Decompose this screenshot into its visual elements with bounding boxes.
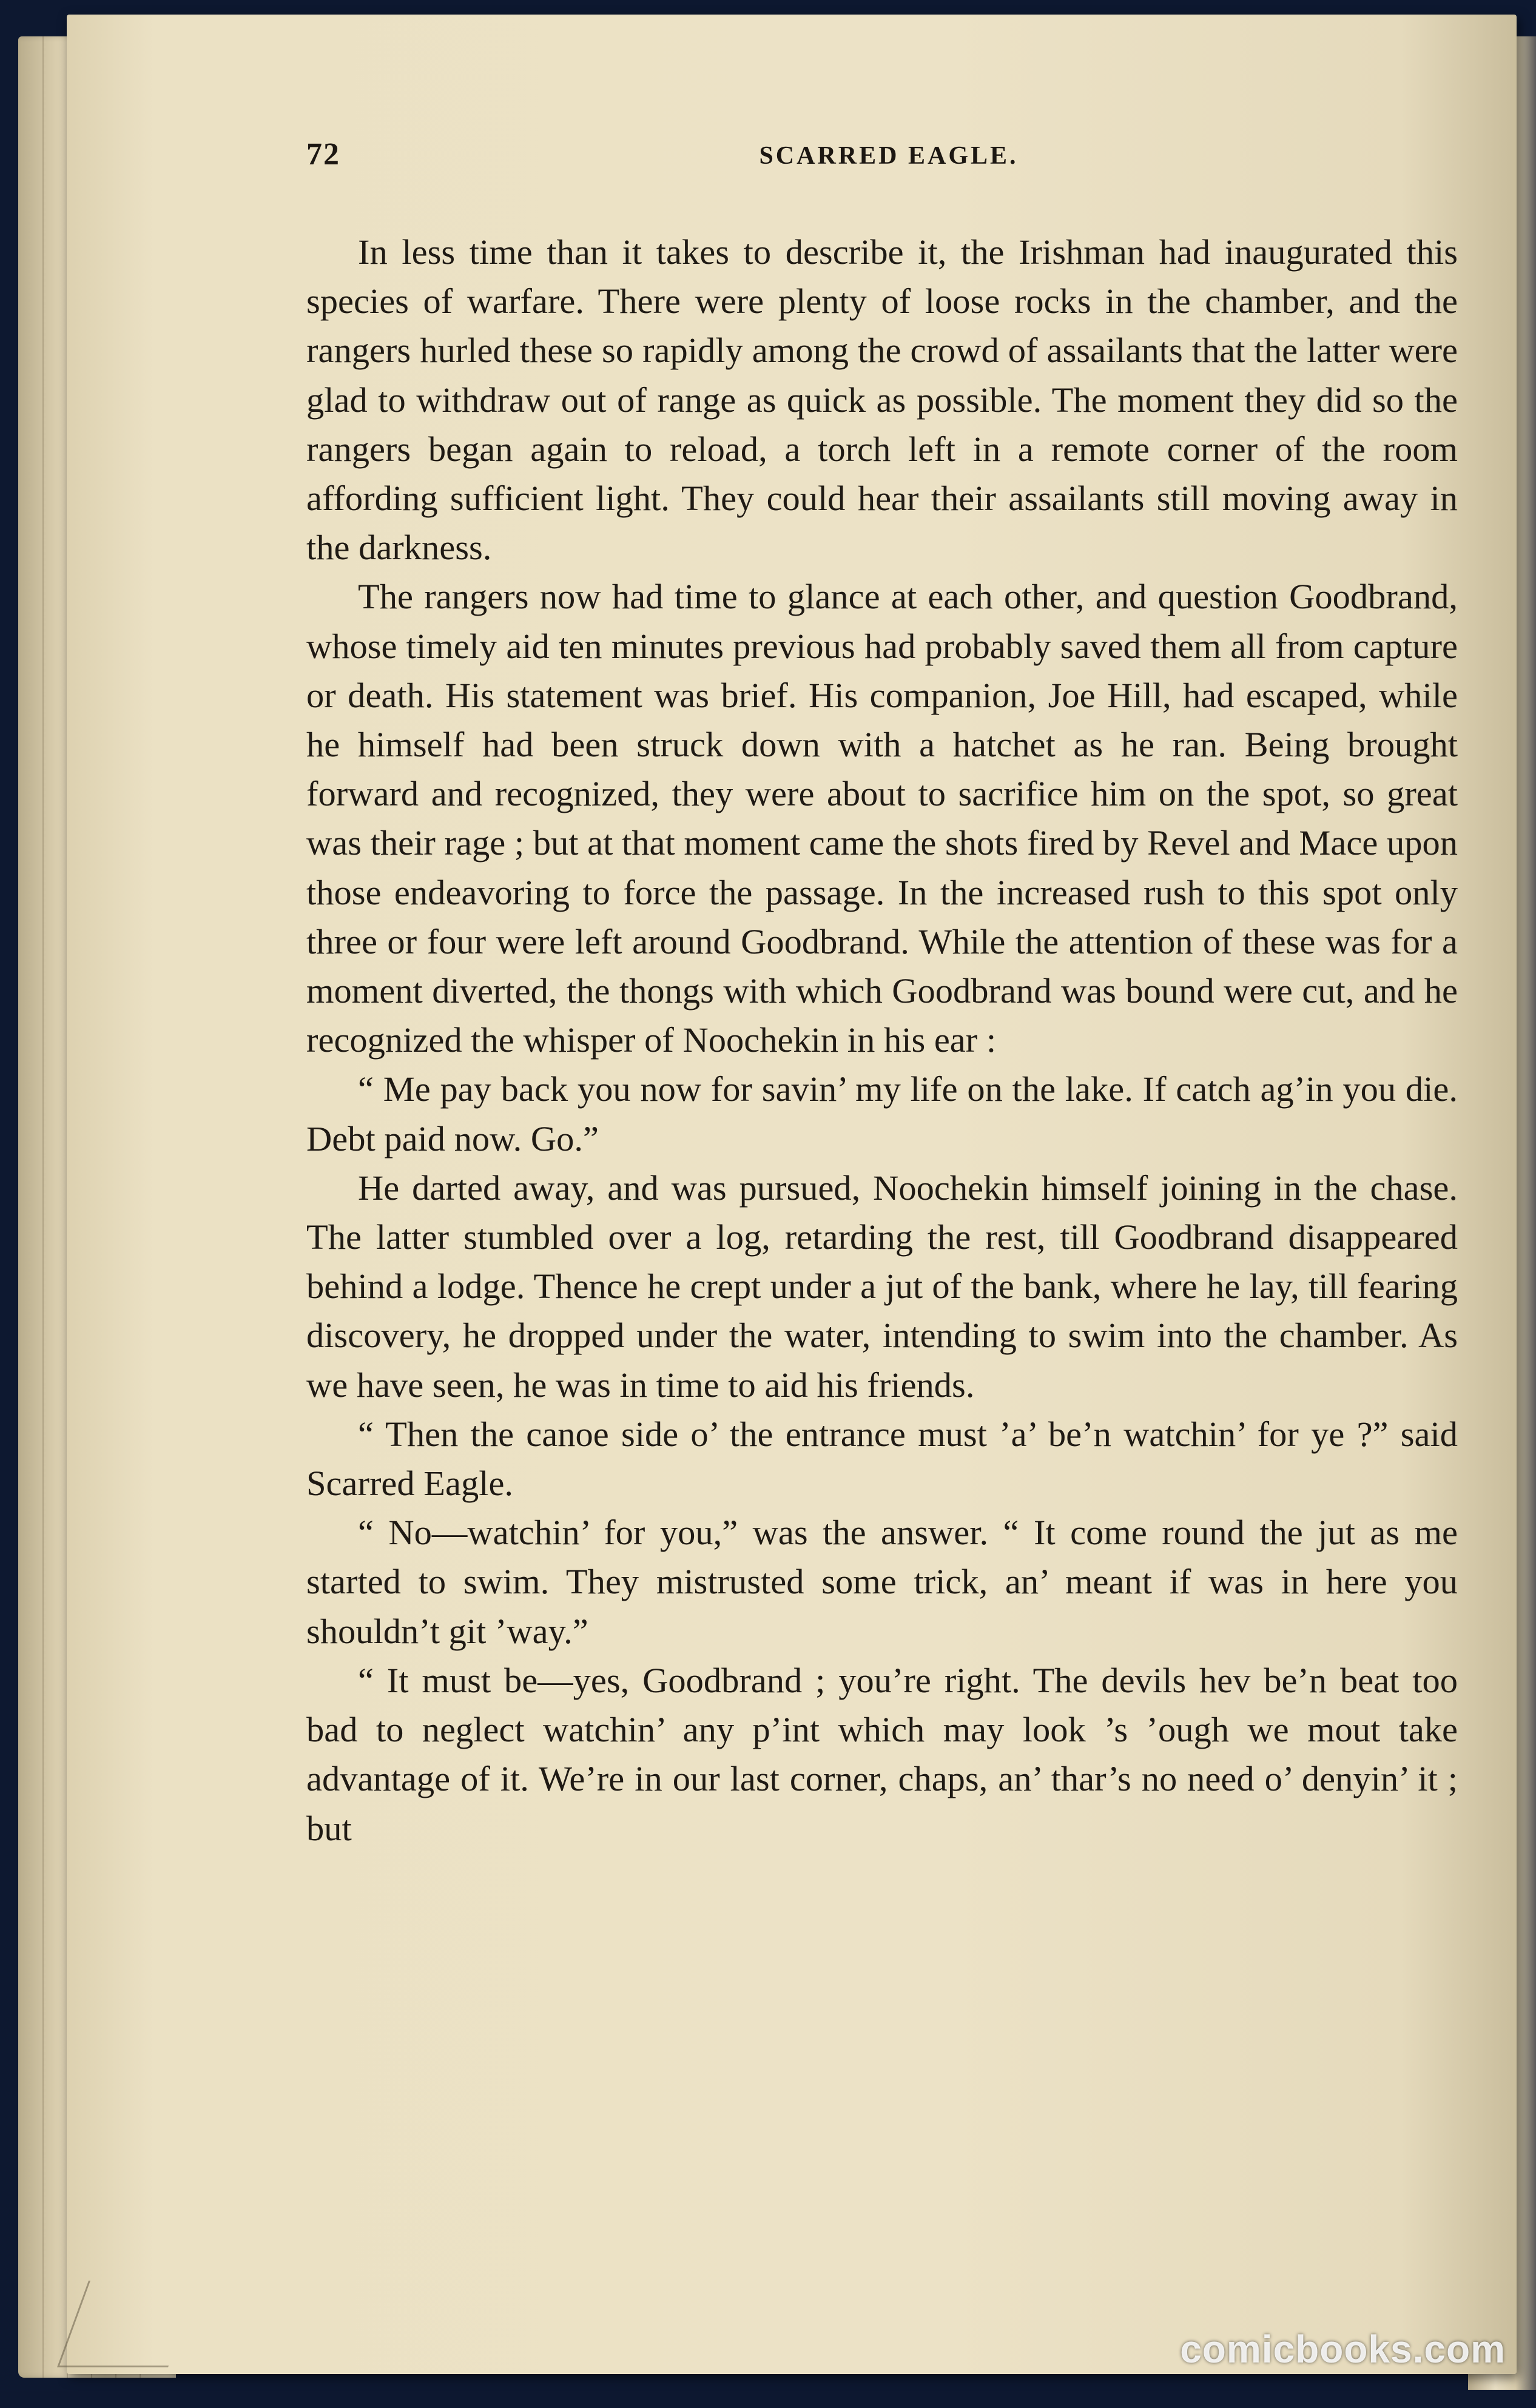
paragraph: “ Then the canoe side o’ the entrance must ’a’ be’n watchin’ for ye ?” said Scarred Eagle. xyxy=(306,1414,1458,1504)
watermark: comicbooks.com xyxy=(1180,2327,1506,2371)
paragraph: “ It must be—yes, Goodbrand ; you’re right. The devils hev be’n beat too bad to neglect watchin’ any p’int which may look ’s ’ough we mout take advantage of it. We’re in our last corner, chaps, an’ thar’s no need o’ denyin’ it ; but xyxy=(306,1660,1458,1848)
body-text xyxy=(306,227,1458,1853)
running-head xyxy=(306,136,1471,179)
page-number: 72 xyxy=(306,137,340,172)
paragraph: He darted away, and was pursued, Noochekin himself joining in the chase. The latter stumbled over a log, retarding the rest, till Goodbrand disappeared behind a lodge. Thence he crept under a jut of the bank, where he lay, till fearing discovery, he dropped under the water, intending to swim into the chamber. As we have seen, he was in time to aid his friends. xyxy=(306,1168,1458,1405)
running-title: SCARRED EAGLE. xyxy=(759,142,1019,170)
paragraph: “ No—watchin’ for you,” was the answer. “ It come round the jut as me started to swim. They mistrusted some trick, an’ meant if was in here you shouldn’t git ’way.” xyxy=(306,1513,1458,1651)
paragraph: In less time than it takes to describe it, the Irishman had inaugurated this species of warfare. There were plenty of loose rocks in the chamber, and the rangers hurled these so rapidly among the crowd of assailants that the latter were glad to withdraw out of range as quick as possible. The moment they did so the rangers began again to reload, a torch left in a remote corner of the room affording sufficient light. They could hear their assailants still moving away in the darkness. xyxy=(306,232,1458,568)
paragraph: “ Me pay back you now for savin’ my life on the lake. If catch ag’in you die. Debt paid now. Go.” xyxy=(306,1069,1458,1159)
paragraph: The rangers now had time to glance at each other, and question Goodbrand, whose timely aid ten minutes previous had probably saved them all from capture or death. His statement was brief. His companion, Joe Hill, had escaped, while he himself had been struck down with a hatchet as he ran. Being brought forward and recognized, they were about to sacrifice him on the spot, so great was their rage ; but at that moment came the shots fired by Revel and Mace upon those endeavoring to force the passage. In the increased rush to this spot only three or four were left around Goodbrand. While the attention of these was for a moment diverted, the thongs with which Goodbrand was bound were cut, and he recognized the whisper of Noochekin in his ear : xyxy=(306,577,1458,1060)
